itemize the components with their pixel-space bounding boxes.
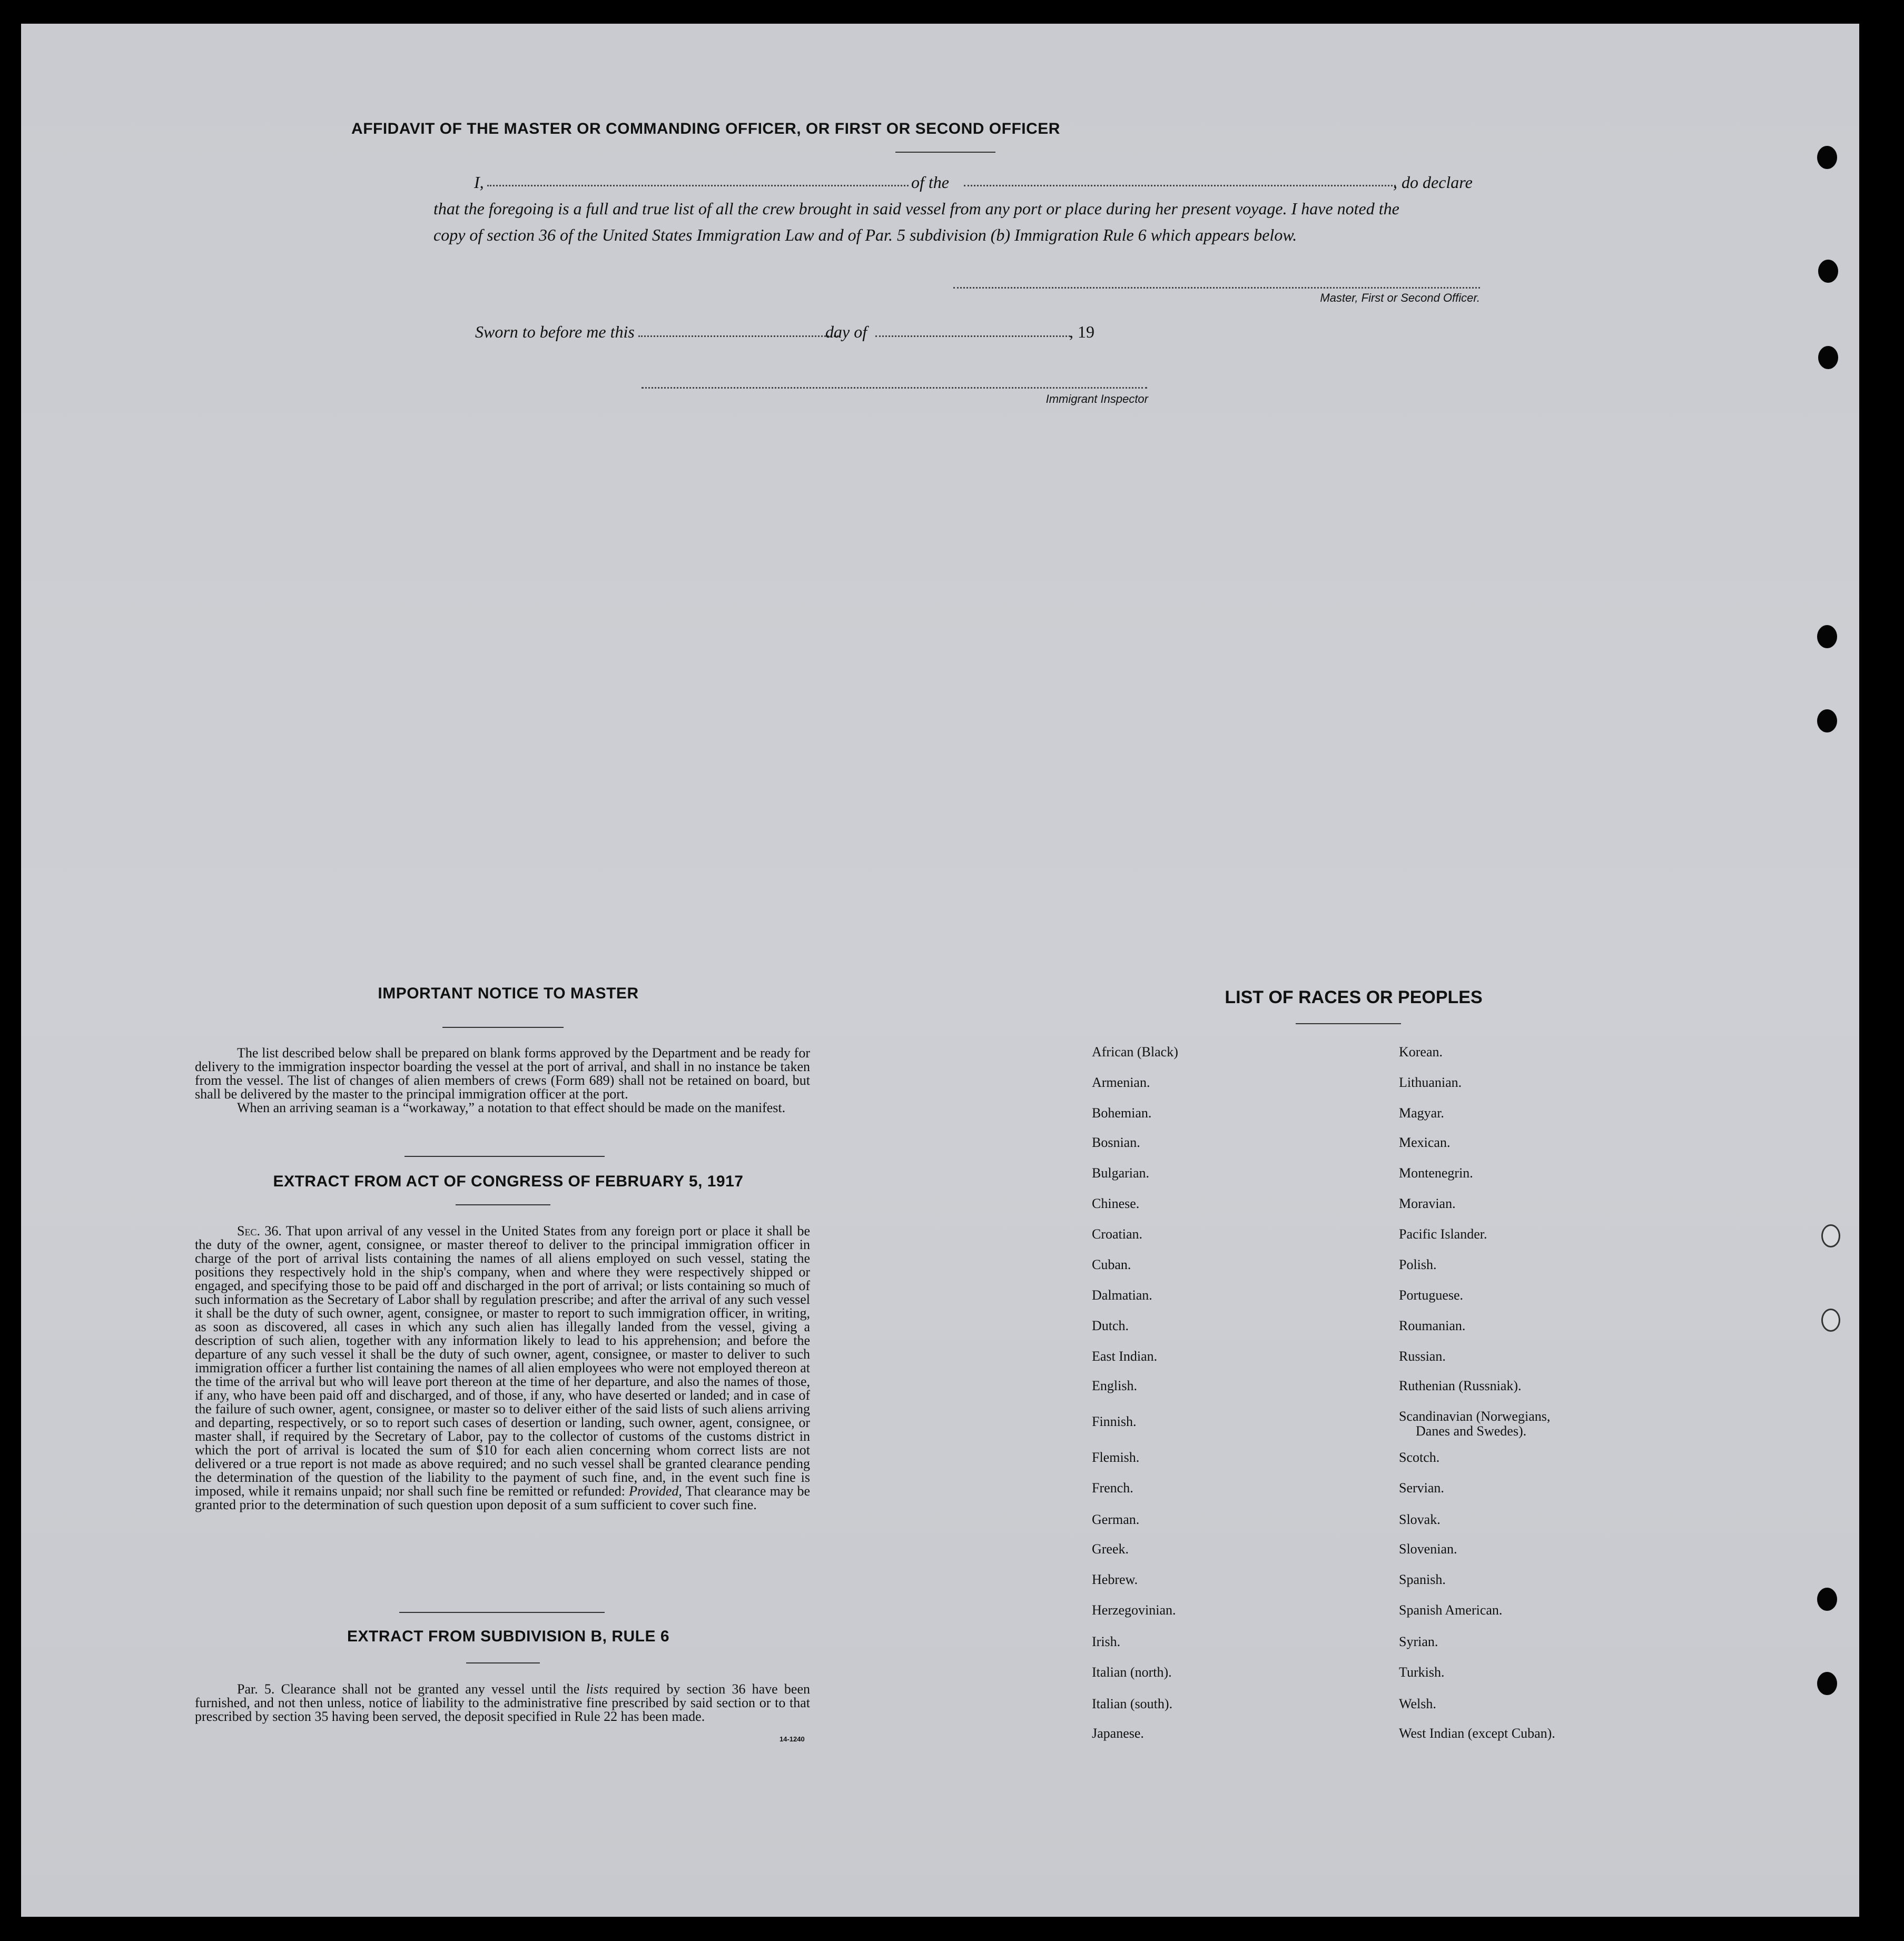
binder-hole bbox=[1817, 625, 1837, 648]
notice-title: IMPORTANT NOTICE TO MASTER bbox=[378, 985, 639, 1002]
race-item: French. bbox=[1092, 1480, 1133, 1496]
race-item: Russian. bbox=[1399, 1349, 1446, 1364]
rule-text-start: Par. 5. Clearance shall not be granted any vessel until the bbox=[237, 1681, 580, 1697]
race-item: Portuguese. bbox=[1399, 1288, 1464, 1303]
race-item: Lithuanian. bbox=[1399, 1075, 1462, 1090]
race-item: Turkish. bbox=[1399, 1665, 1445, 1680]
month-blank bbox=[875, 335, 1070, 337]
affidavit-line1-declare: , do declare bbox=[1393, 173, 1473, 192]
race-item: Bohemian. bbox=[1092, 1105, 1152, 1121]
race-item: Chinese. bbox=[1092, 1196, 1140, 1211]
binder-hole bbox=[1821, 1224, 1840, 1247]
race-item: Bulgarian. bbox=[1092, 1165, 1150, 1181]
race-item: Bosnian. bbox=[1092, 1135, 1140, 1150]
sworn-text: Sworn to before me this bbox=[475, 322, 635, 341]
extract-act-body bbox=[195, 1224, 810, 1512]
binder-hole bbox=[1818, 346, 1838, 369]
race-item: Japanese. bbox=[1092, 1726, 1144, 1741]
race-item: Servian. bbox=[1399, 1480, 1444, 1496]
section-divider bbox=[399, 1612, 605, 1613]
extract-act-title: EXTRACT FROM ACT OF CONGRESS OF FEBRUARY 5, 1917 bbox=[273, 1173, 744, 1190]
race-item: Cuban. bbox=[1092, 1257, 1131, 1272]
signature-line bbox=[953, 287, 1480, 289]
race-item: Mexican. bbox=[1399, 1135, 1451, 1150]
races-right-column bbox=[1399, 1044, 1725, 1760]
races-left-column bbox=[1092, 1044, 1408, 1760]
race-item: Slovenian. bbox=[1399, 1541, 1457, 1557]
race-item: Korean. bbox=[1399, 1044, 1443, 1059]
race-item: Herzegovinian. bbox=[1092, 1602, 1176, 1618]
inspector-label: Immigrant Inspector bbox=[1045, 392, 1148, 405]
race-item: Roumanian. bbox=[1399, 1318, 1466, 1333]
signature-label: Master, First or Second Officer. bbox=[1320, 291, 1480, 304]
provided-word: Provided, bbox=[629, 1483, 682, 1499]
binder-hole bbox=[1821, 1309, 1840, 1332]
year-prefix: , 19 bbox=[1069, 322, 1094, 341]
race-item: West Indian (except Cuban). bbox=[1399, 1726, 1555, 1741]
extract-rule-title: EXTRACT FROM SUBDIVISION B, RULE 6 bbox=[347, 1628, 670, 1645]
affidavit-line1-i: I, bbox=[474, 173, 484, 192]
name-blank bbox=[487, 185, 909, 186]
extract-rule-body bbox=[195, 1682, 810, 1724]
races-underline bbox=[1296, 1023, 1401, 1024]
race-item: Irish. bbox=[1092, 1634, 1121, 1649]
race-item: Montenegrin. bbox=[1399, 1165, 1473, 1181]
affidavit-line3: copy of section 36 of the United States Immigration Law and of Par. 5 subdivision (b) Immigration Rule 6 which appears below. bbox=[433, 225, 1297, 244]
race-item: East Indian. bbox=[1092, 1349, 1158, 1364]
race-item: Spanish American. bbox=[1399, 1602, 1503, 1618]
sec-36-text: That upon arrival of any vessel in the United States from any foreign port or place it shall be the duty of the owner, agent, consignee, or master thereof to deliver to the principal immigration officer in charge of the port of arrival lists containing the names of all aliens employed on such vessel, stating the positions they respectively hold in the ship's company, when and where they were respectively shipped or engaged, and specifying those to be paid off and discharged in the port of arrival; or lists containing so much of such information as the Secretary of Labor shall by regulation prescribe; and after the arrival of any such vessel it shall be the duty of such owner, agent, consignee, or master to report to such immigration officer, in writing, as soon as discovered, all cases in which any such alien has illegally landed from the vessel, giving a description of such alien, together with any information likely to lead to his apprehension; and before the departure of any such vessel it shall be the duty of such owner, agent, consignee, or master to deliver to such immigration officer a further list containing the names of all alien employees who were not employed thereon at the time of the arrival but who will leave port thereon at the time of her departure, and also the names of those, if any, who have been paid off and discharged, and of those, if any, who have deserted or landed; and in case of the failure of such owner, agent, consignee, or master so to deliver either of the said lists of such aliens arriving and departing, respectively, or so to report such cases of desertion or landing, such owner, agent, consignee, or master shall, if required by the Secretary of Labor, pay to the collector of customs of the customs district in which the port of arrival is located the sum of $10 for each alien concerning whom correct lists are not delivered or a true report is not made as above required; and no such vessel shall be granted clearance pending the determination of the question of the liability to the payment of such fine, and, in the event such fine is imposed, while it remains unpaid; nor shall such fine be remitted or refunded: bbox=[195, 1223, 810, 1499]
vessel-blank bbox=[964, 185, 1396, 186]
sec-36-text-end: That clearance may be granted prior to the determination of such question upon deposit of a sum sufficient to cover such fine. bbox=[195, 1483, 811, 1512]
race-item-scandinavian-line2: Danes and Swedes). bbox=[1416, 1423, 1527, 1439]
affidavit-line2: that the foregoing is a full and true list of all the crew brought in said vessel from any port or place during her present voyage. I have noted the bbox=[433, 199, 1399, 218]
affidavit-title: AFFIDAVIT OF THE MASTER OR COMMANDING OFFICER, OR FIRST OR SECOND OFFICER bbox=[351, 120, 1060, 137]
section-divider bbox=[405, 1156, 605, 1157]
race-item: Italian (north). bbox=[1092, 1665, 1172, 1680]
notice-paragraph-1: The list described below shall be prepared on blank forms approved by the Department and be ready for delivery to the immigration inspector boarding the vessel at the port of arrival, and shall in no instance be taken from the vessel. The list of changes of alien members of crews (Form 689) shall not be retained on board, but shall be delivered by the master to the principal immigration officer at the port. bbox=[195, 1045, 810, 1102]
race-item: Armenian. bbox=[1092, 1075, 1150, 1090]
race-item: Dalmatian. bbox=[1092, 1288, 1152, 1303]
race-item: African (Black) bbox=[1092, 1044, 1178, 1059]
lists-word: lists bbox=[586, 1681, 608, 1697]
race-item: Flemish. bbox=[1092, 1450, 1140, 1465]
race-item: Slovak. bbox=[1399, 1512, 1441, 1527]
race-item: Italian (south). bbox=[1092, 1696, 1173, 1711]
race-item: Pacific Islander. bbox=[1399, 1226, 1487, 1242]
race-item: Finnish. bbox=[1092, 1414, 1137, 1429]
race-item: Syrian. bbox=[1399, 1634, 1438, 1649]
binder-hole bbox=[1818, 260, 1838, 283]
race-item: Scotch. bbox=[1399, 1450, 1440, 1465]
document-page bbox=[21, 24, 1859, 1917]
extract-act-underline bbox=[456, 1204, 550, 1205]
race-item: German. bbox=[1092, 1512, 1140, 1527]
binder-hole bbox=[1817, 1672, 1837, 1695]
notice-paragraph-2: When an arriving seaman is a “workaway,” a notation to that effect should be made on the manifest. bbox=[237, 1100, 786, 1115]
race-item: Moravian. bbox=[1399, 1196, 1456, 1211]
race-item: Ruthenian (Russniak). bbox=[1399, 1378, 1522, 1393]
rule-text-end: required by section 36 have been furnished, and not then unless, notice of liability to the administrative fine prescribed by said section or to that prescribed by section 35 having been served, the deposit specified in Rule 22 has been made. bbox=[195, 1681, 810, 1724]
race-item: Magyar. bbox=[1399, 1105, 1444, 1121]
title-underline bbox=[895, 152, 995, 153]
race-item: Welsh. bbox=[1399, 1696, 1436, 1711]
race-item: English. bbox=[1092, 1378, 1137, 1393]
race-item: Scandinavian (Norwegians, bbox=[1399, 1409, 1551, 1424]
day-blank bbox=[638, 335, 838, 337]
inspector-signature-line bbox=[642, 387, 1147, 389]
binder-hole bbox=[1817, 146, 1837, 169]
extract-rule-underline bbox=[466, 1662, 540, 1663]
notice-body bbox=[195, 1046, 810, 1115]
race-item: Greek. bbox=[1092, 1541, 1129, 1557]
race-item: Hebrew. bbox=[1092, 1572, 1138, 1587]
form-number: 14-1240 bbox=[780, 1735, 805, 1743]
binder-hole bbox=[1817, 1588, 1837, 1611]
race-item: Polish. bbox=[1399, 1257, 1437, 1272]
race-item: Croatian. bbox=[1092, 1226, 1143, 1242]
binder-hole bbox=[1817, 709, 1837, 732]
race-item: Spanish. bbox=[1399, 1572, 1446, 1587]
day-of-text: day of bbox=[825, 322, 867, 341]
notice-underline bbox=[442, 1027, 564, 1028]
races-title: LIST OF RACES OR PEOPLES bbox=[1225, 987, 1483, 1007]
race-item: Dutch. bbox=[1092, 1318, 1129, 1333]
sec-label: Sec. 36. bbox=[237, 1223, 282, 1239]
affidavit-line1-of-the: of the bbox=[911, 173, 949, 192]
